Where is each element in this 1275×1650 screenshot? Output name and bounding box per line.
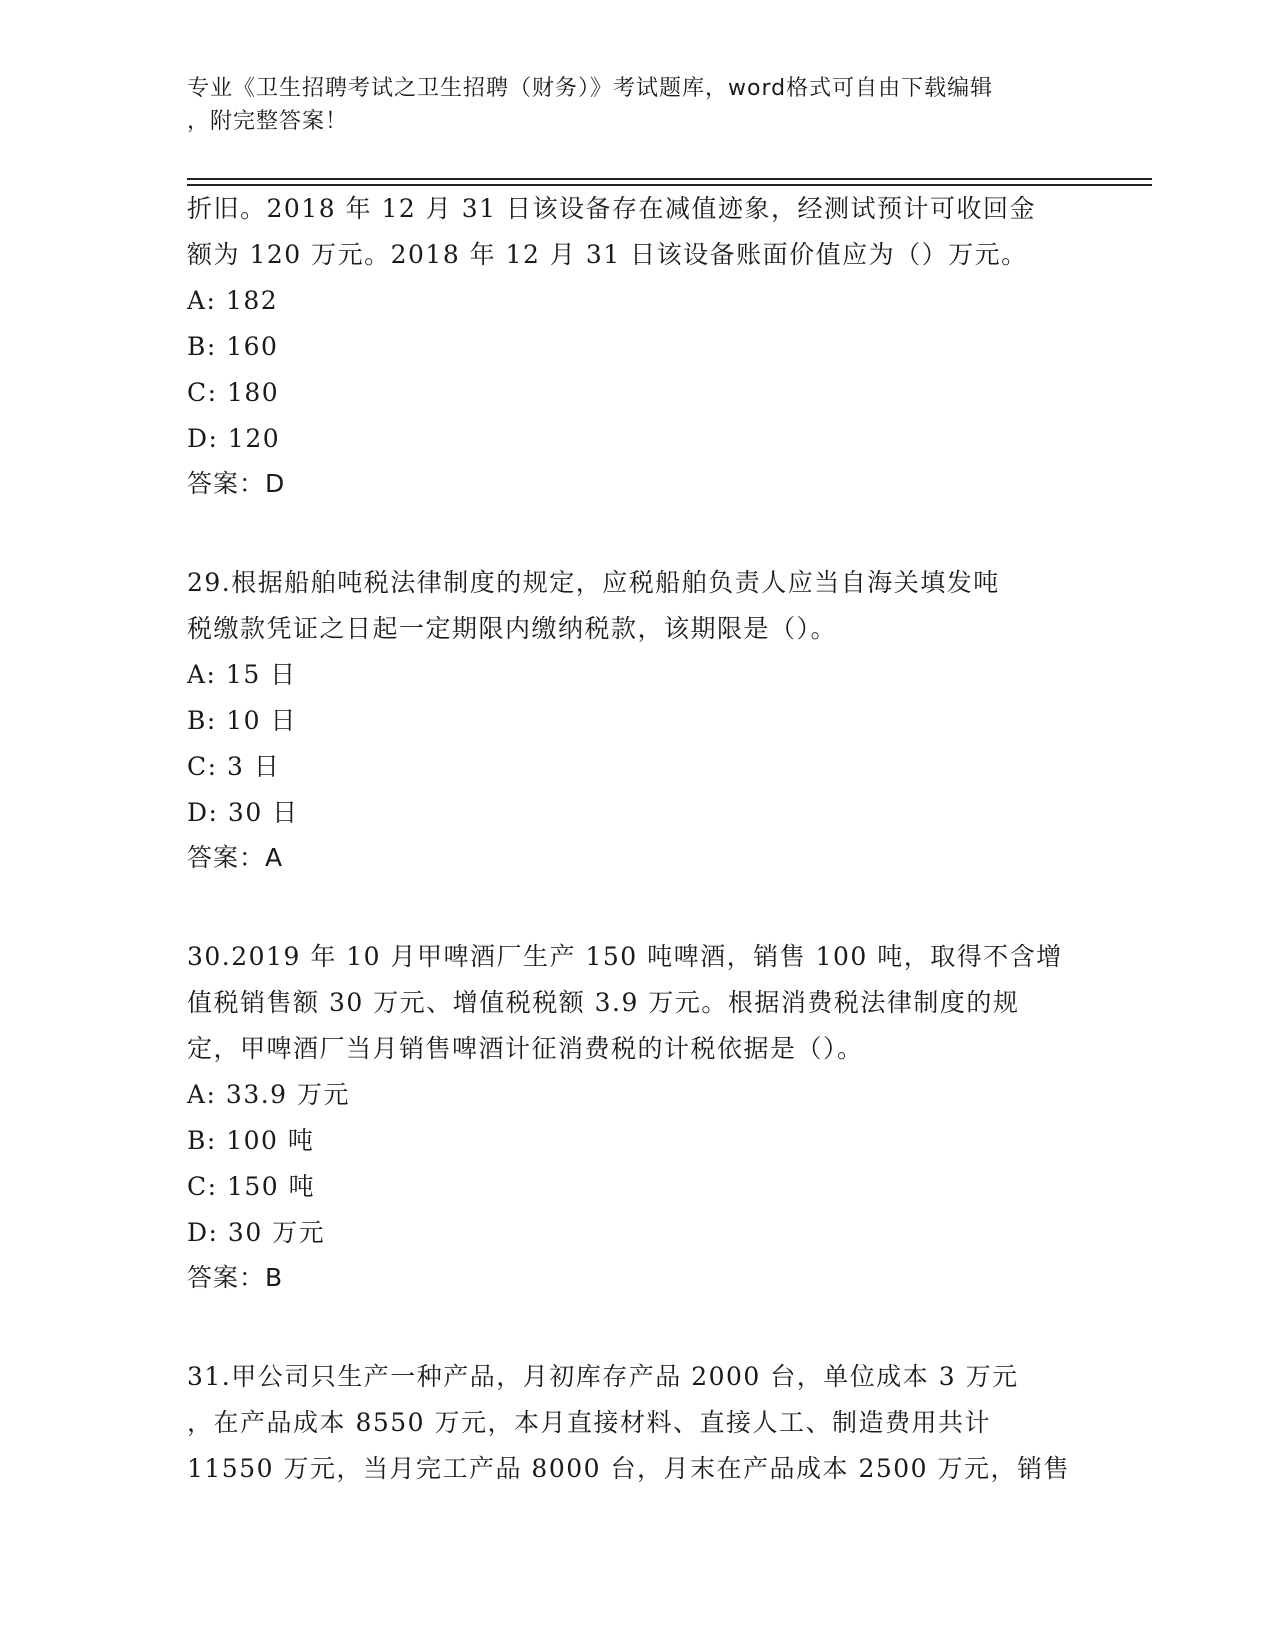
question-spacer <box>187 506 1087 560</box>
header-divider <box>187 178 1152 180</box>
question-text: 30.2019 年 10 月甲啤酒厂生产 150 吨啤酒，销售 100 吨，取得不含增 <box>187 942 1063 971</box>
option-d: D: 120 <box>187 424 281 453</box>
header-line: ，附完整答案！ <box>187 109 349 134</box>
answer-line: 答案：A <box>187 843 284 872</box>
option-c: C: 3 日 <box>187 752 281 781</box>
question-block <box>187 186 1087 506</box>
option-a: A: 182 <box>187 286 279 315</box>
question-text: 折旧。2018 年 12 月 31 日该设备存在减值迹象，经测试预计可收回金 <box>187 194 1036 223</box>
question-text: ，在产品成本 8550 万元，本月直接材料、直接人工、制造费用共计 <box>187 1408 992 1437</box>
question-text: 税缴款凭证之日起一定期限内缴纳税款，该期限是（）。 <box>187 614 838 643</box>
question-block <box>187 934 1087 1300</box>
header-line: 专业《卫生招聘考试之卫生招聘（财务）》考试题库，word格式可自由下载编辑 <box>187 76 994 101</box>
question-block <box>187 1354 1087 1492</box>
option-b: B: 100 吨 <box>187 1126 315 1155</box>
option-b: B: 160 <box>187 332 279 361</box>
option-d: D: 30 日 <box>187 798 299 827</box>
answer-line: 答案：D <box>187 469 286 498</box>
question-text: 29.根据船舶吨税法律制度的规定，应税船舶负责人应当自海关填发吨 <box>187 568 1000 597</box>
question-text: 31.甲公司只生产一种产品，月初库存产品 2000 台，单位成本 3 万元 <box>187 1362 1019 1391</box>
question-spacer <box>187 1300 1087 1354</box>
question-text: 11550 万元，当月完工产品 8000 台，月末在产品成本 2500 万元，销售 <box>187 1454 1071 1483</box>
answer-line: 答案：B <box>187 1263 284 1292</box>
option-c: C: 180 <box>187 378 280 407</box>
document-header <box>187 72 1087 138</box>
question-list <box>187 186 1087 1492</box>
question-spacer <box>187 880 1087 934</box>
option-a: A: 15 日 <box>187 660 297 689</box>
question-text: 额为 120 万元。2018 年 12 月 31 日该设备账面价值应为（）万元。 <box>187 240 1028 269</box>
option-c: C: 150 吨 <box>187 1172 316 1201</box>
option-d: D: 30 万元 <box>187 1218 326 1247</box>
question-block <box>187 560 1087 880</box>
question-text: 定，甲啤酒厂当月销售啤酒计征消费税的计税依据是（）。 <box>187 1034 864 1063</box>
option-a: A: 33.9 万元 <box>187 1080 351 1109</box>
option-b: B: 10 日 <box>187 706 297 735</box>
question-text: 值税销售额 30 万元、增值税税额 3.9 万元。根据消费税法律制度的规 <box>187 988 1020 1017</box>
